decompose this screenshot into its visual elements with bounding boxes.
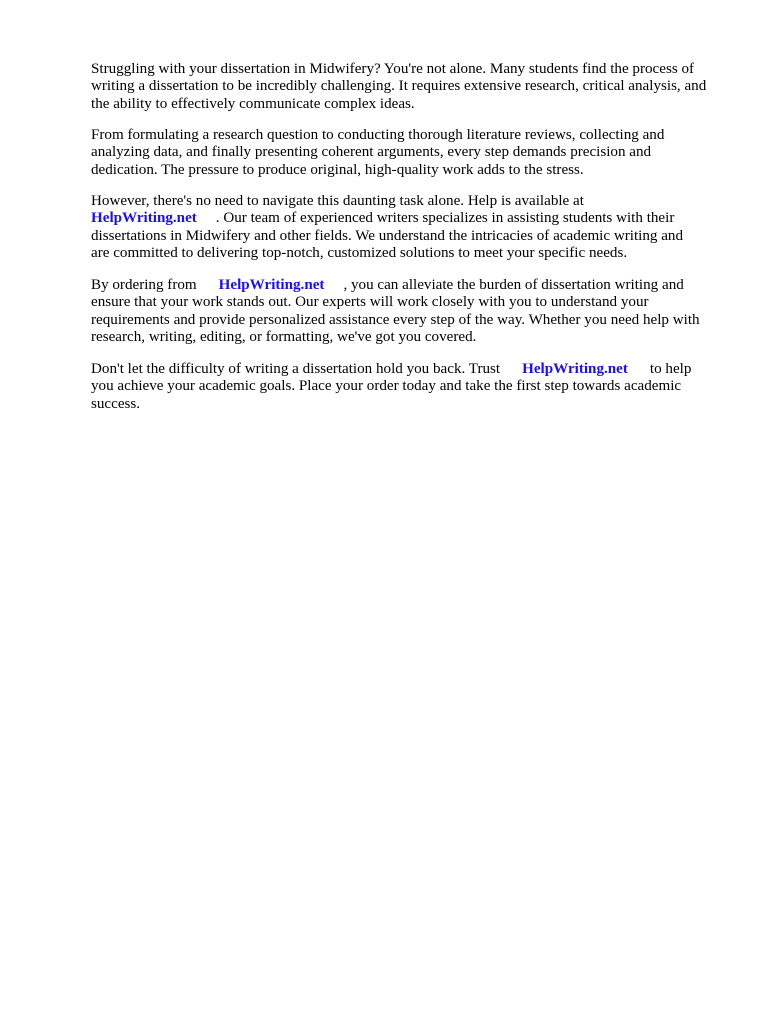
text-line: you achieve your academic goals. Place your order today and take the first step towards academic [91,378,682,395]
paragraph-help-available [91,193,683,263]
text-line: requirements and provide personalized assistance every step of the way. Whether you need help with [91,311,700,328]
text-line: writing a dissertation to be incredibly challenging. It requires extensive research, critical analysis, and [91,78,707,95]
paragraph-intro [91,61,706,113]
text-fragment: Don't let the difficulty of writing a dissertation hold you back. Trust [91,361,501,377]
text-fragment: to help [649,361,692,377]
text-line: dedication. The pressure to produce original, high-quality work adds to the stress. [91,161,584,178]
helpwriting-link[interactable]: HelpWriting.net [522,361,628,377]
text-fragment: By ordering from [91,277,197,293]
text-line: the ability to effectively communicate complex ideas. [91,95,415,112]
paragraph-ordering [91,277,700,347]
text-line: are committed to delivering top-notch, customized solutions to meet your specific needs. [91,245,628,262]
text-line: However, there's no need to navigate this daunting task alone. Help is available at [91,193,584,209]
text-line [91,210,683,227]
paragraph-closing [91,361,691,413]
text-line: From formulating a research question to conducting thorough literature reviews, collecting and [91,127,665,143]
helpwriting-link[interactable]: HelpWriting.net [218,277,325,293]
text-line [91,277,700,294]
text-line: dissertations in Midwifery and other fields. We understand the intricacies of academic writing and [91,227,684,244]
text-line [91,361,691,378]
text-line: analyzing data, and finally presenting coherent arguments, every step demands precision and [91,144,652,161]
text-line: success. [91,395,141,412]
text-line: ensure that your work stands out. Our experts will work closely with you to understand your [91,294,649,311]
text-line: Struggling with your dissertation in Midwifery? You're not alone. Many students find the process of [91,61,695,77]
text-line: research, writing, editing, or formatting, we've got you covered. [91,329,477,346]
text-fragment: , you can alleviate the burden of dissertation writing and [343,277,684,293]
helpwriting-link[interactable]: HelpWriting.net [91,210,197,227]
paragraph-process [91,127,664,179]
text-fragment: . Our team of experienced writers specializes in assisting students with their [215,210,675,227]
